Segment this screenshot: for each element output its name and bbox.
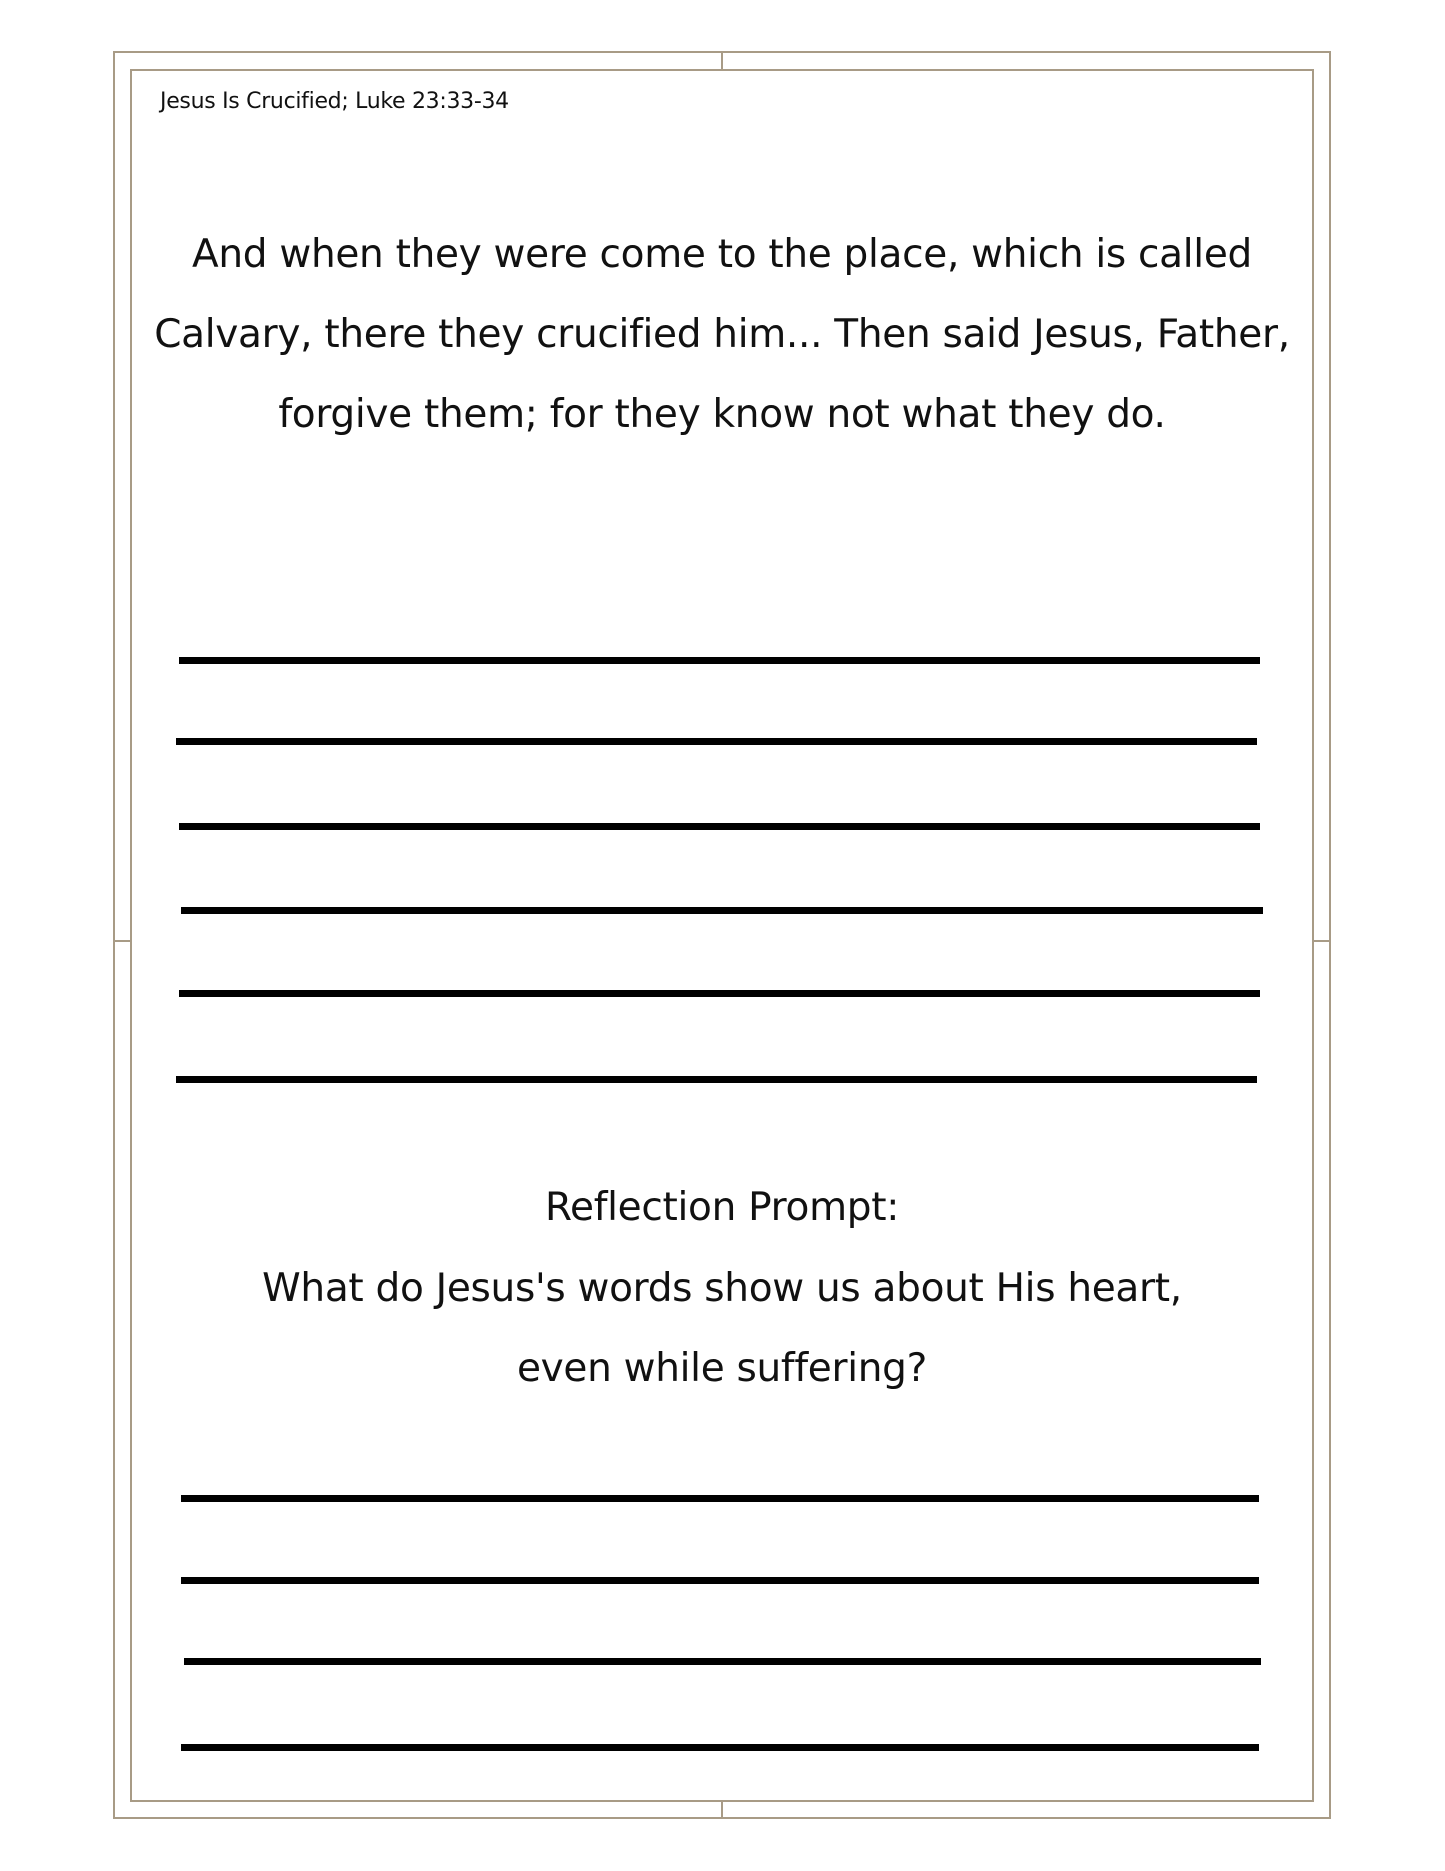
writing-line[interactable] xyxy=(176,738,1257,745)
reflection-writing-line[interactable] xyxy=(184,1658,1261,1665)
verse-line-3: forgive them; for they know not what they do. xyxy=(278,392,1166,437)
reflection-question-line-1: What do Jesus's words show us about His heart, xyxy=(262,1266,1182,1311)
writing-line[interactable] xyxy=(181,907,1263,914)
reflection-heading: Reflection Prompt: xyxy=(544,1185,900,1230)
verse-line-2: Calvary, there they crucified him... Then said Jesus, Father, xyxy=(154,312,1290,357)
bottom-center-tick xyxy=(721,1801,723,1819)
reflection-writing-line[interactable] xyxy=(181,1744,1259,1751)
writing-line[interactable] xyxy=(179,823,1260,830)
reflection-writing-line[interactable] xyxy=(181,1495,1259,1502)
writing-line[interactable] xyxy=(179,657,1260,664)
top-center-tick xyxy=(721,51,723,69)
reflection-question-line-2: even while suffering? xyxy=(516,1346,928,1391)
verse-line-1: And when they were come to the place, which is called xyxy=(192,232,1252,277)
worksheet-title: Jesus Is Crucified; Luke 23:33-34 xyxy=(160,89,509,114)
writing-line[interactable] xyxy=(179,990,1260,997)
left-center-tick xyxy=(113,940,130,942)
right-center-tick xyxy=(1314,940,1331,942)
reflection-writing-line[interactable] xyxy=(181,1577,1259,1584)
writing-line[interactable] xyxy=(176,1076,1257,1083)
